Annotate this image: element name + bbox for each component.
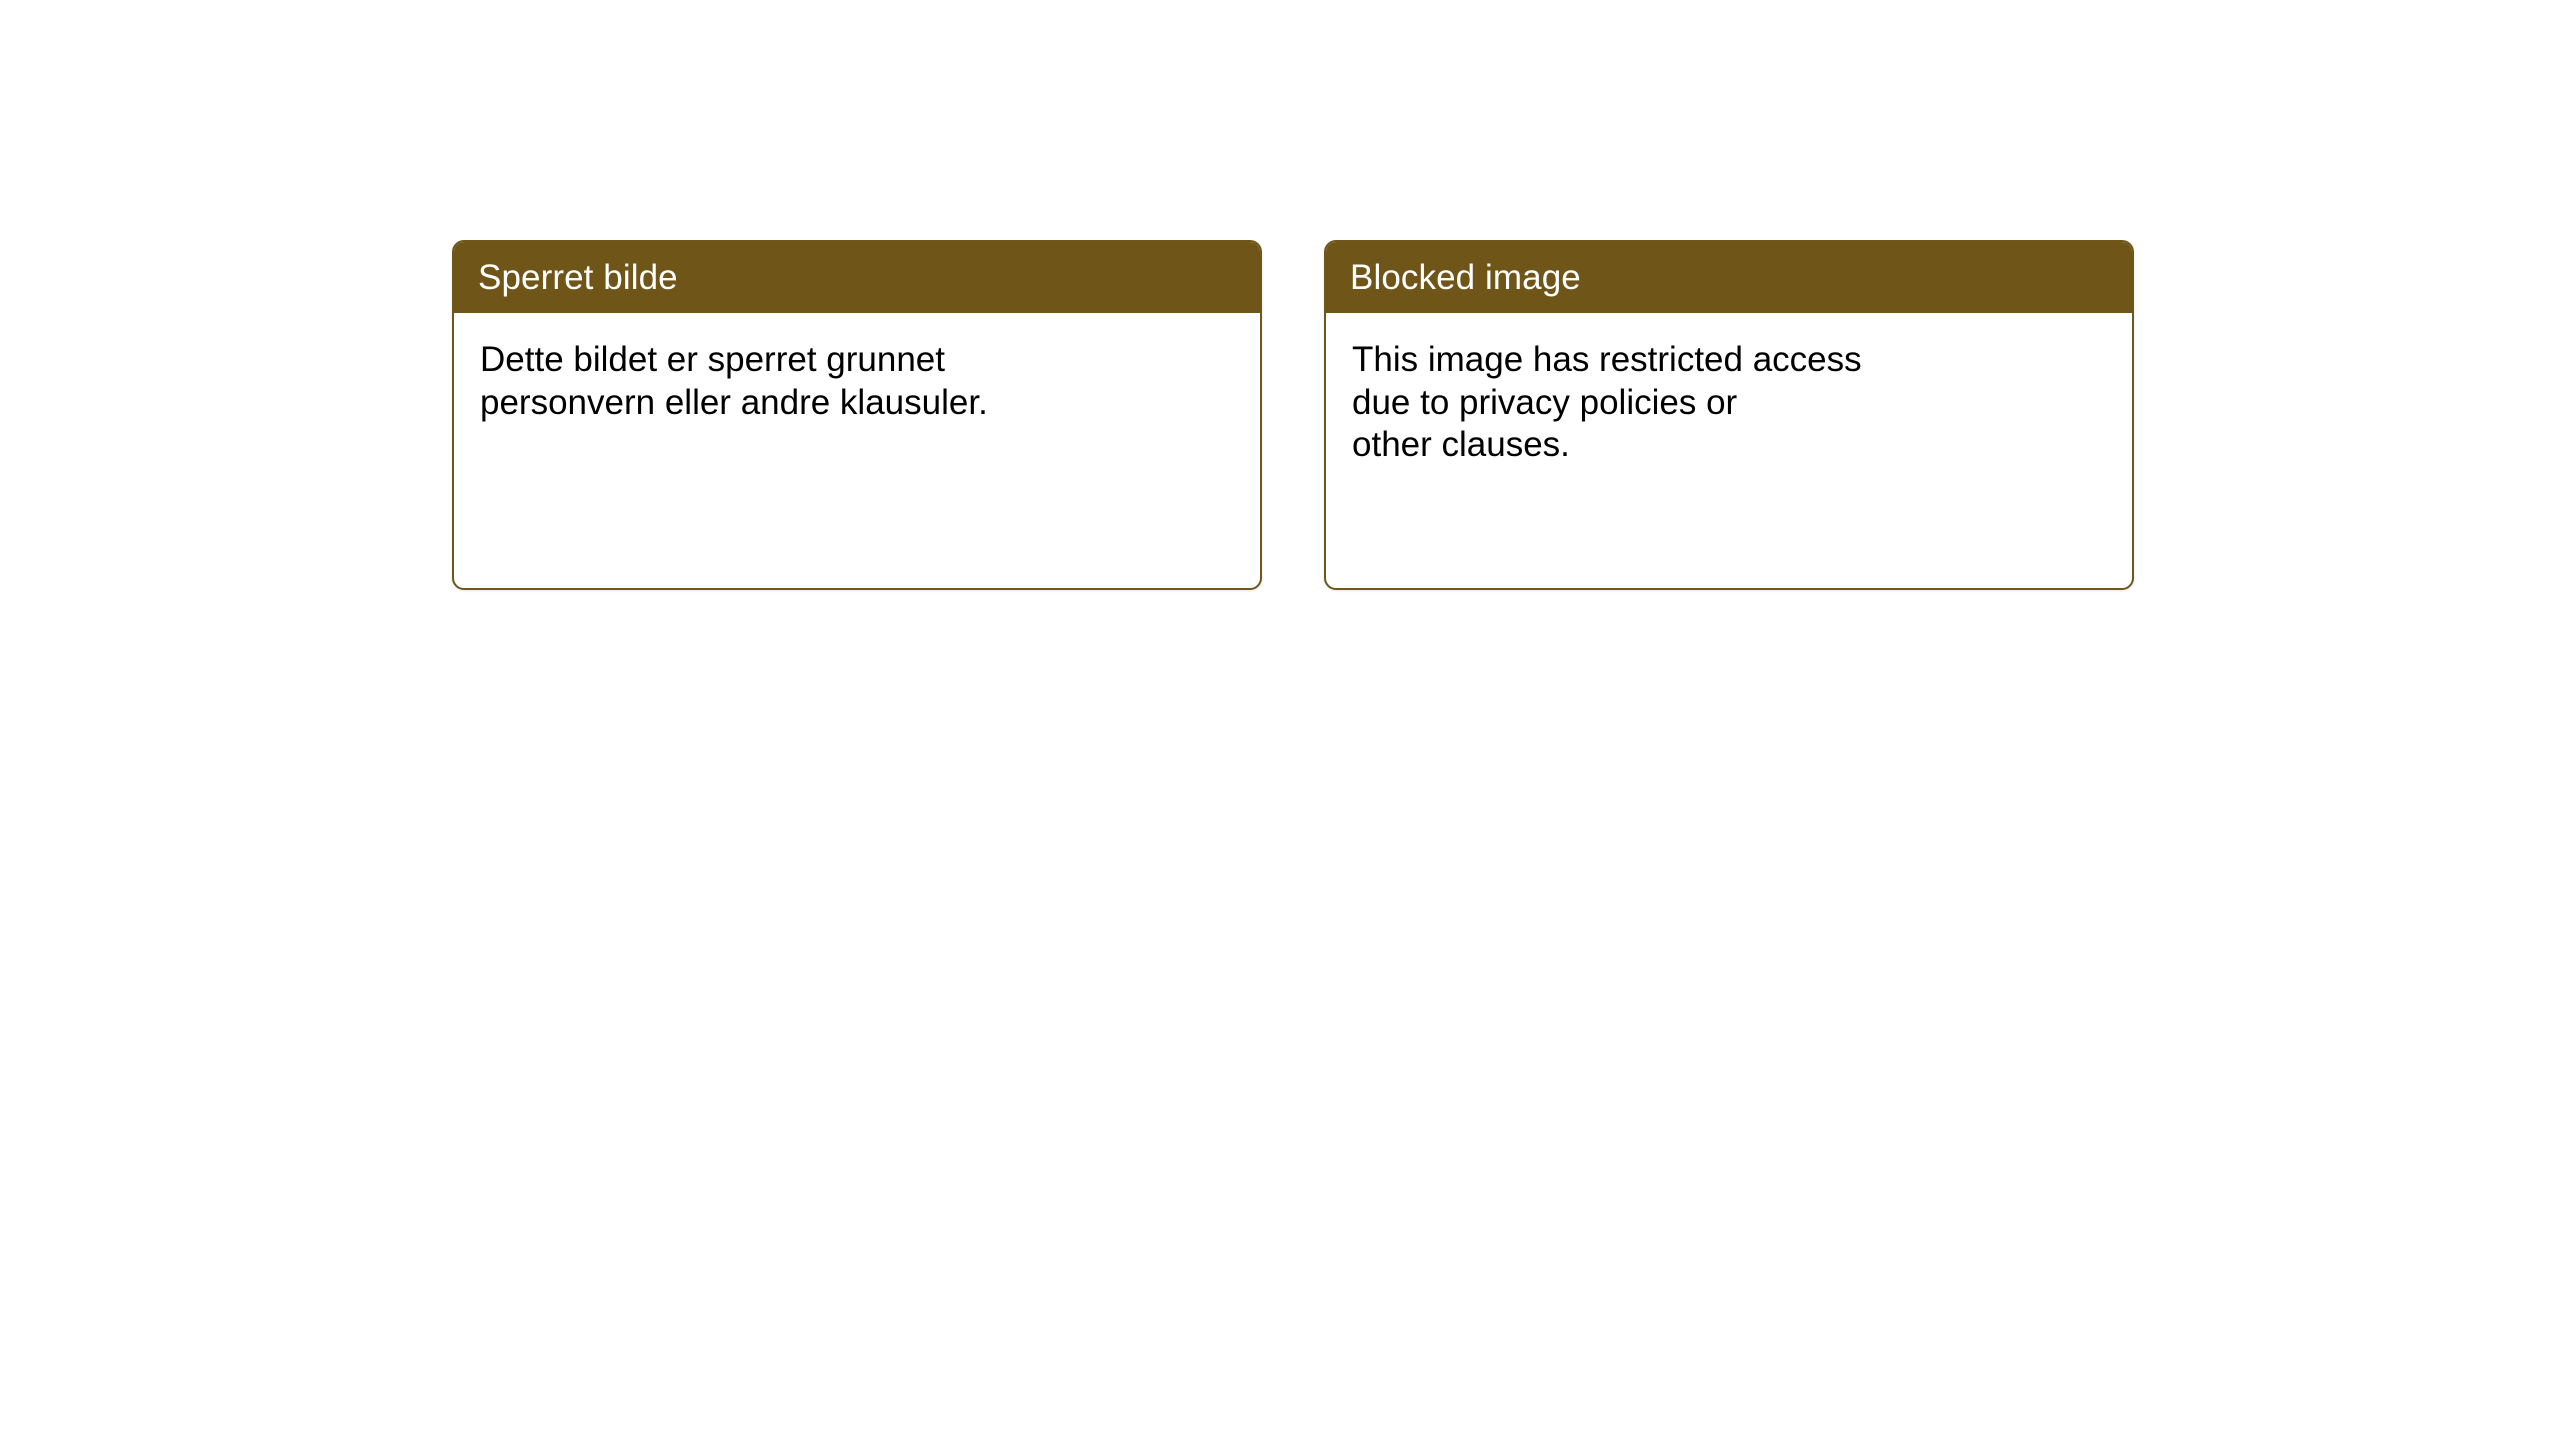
notice-body-line: Dette bildet er sperret grunnet bbox=[480, 340, 945, 379]
notice-body-line: personvern eller andre klausuler. bbox=[480, 382, 988, 422]
blocked-image-notice-no bbox=[452, 240, 1262, 590]
blocked-image-notice-en bbox=[1324, 240, 2134, 590]
notice-panels bbox=[452, 240, 2134, 590]
notice-title-en: Blocked image bbox=[1326, 242, 2132, 313]
notice-title-no: Sperret bilde bbox=[454, 242, 1260, 313]
notice-body-line: other clauses. bbox=[1352, 425, 1570, 465]
notice-body-en bbox=[1326, 313, 2132, 487]
notice-body-line: due to privacy policies or bbox=[1352, 382, 1738, 422]
notice-body-no bbox=[454, 313, 1260, 444]
notice-body-line: This image has restricted access bbox=[1352, 340, 1862, 379]
